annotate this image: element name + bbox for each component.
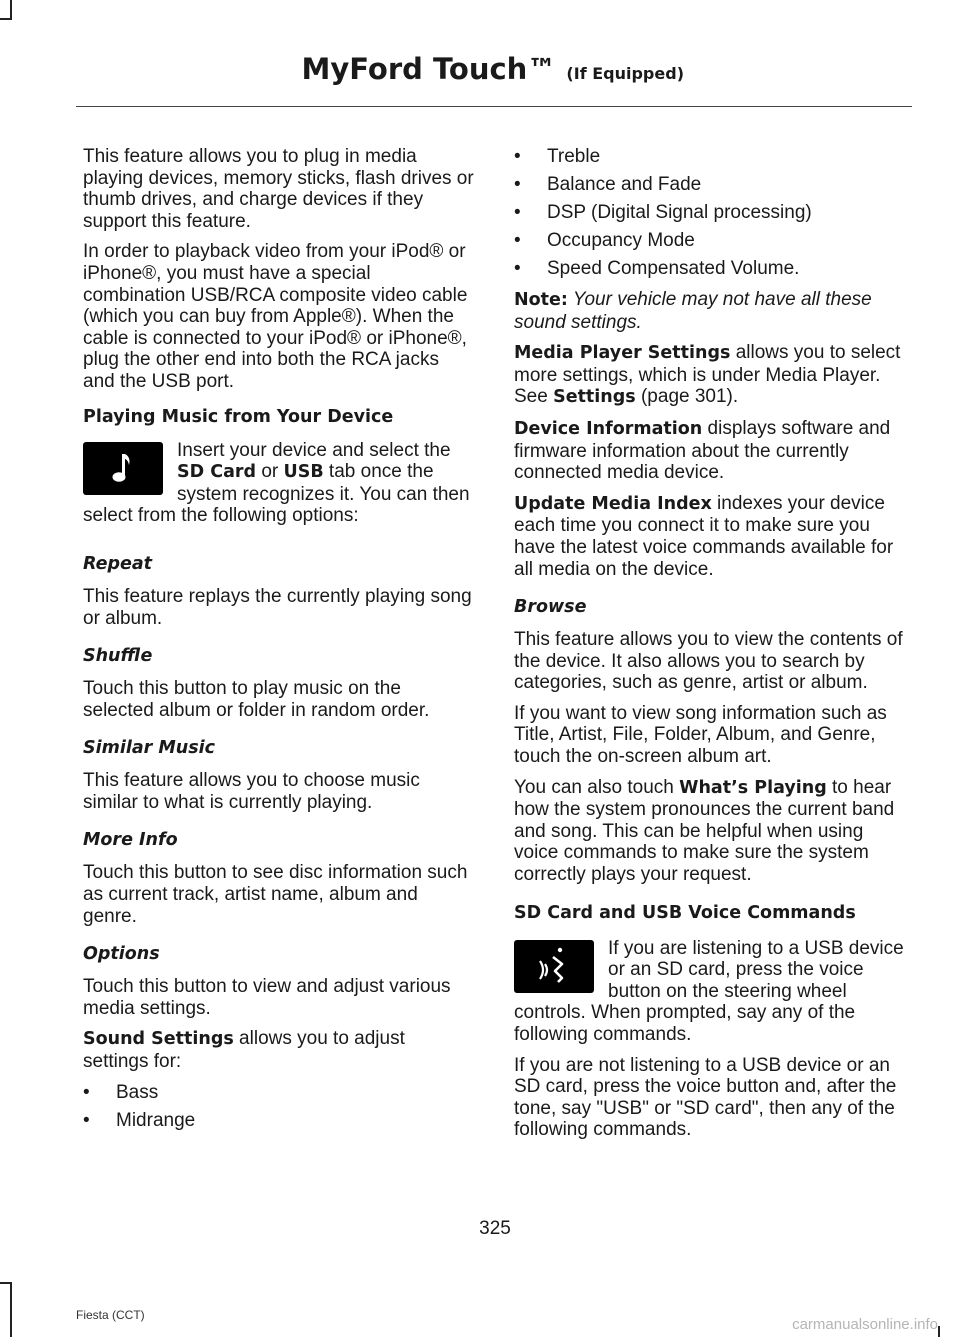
list-item: • Occupancy Mode: [514, 230, 908, 252]
list-item: • Bass: [83, 1082, 475, 1104]
similar-music-heading: Similar Music: [83, 738, 216, 759]
crop-mark-bottom-left-horizontal: [0, 1282, 12, 1284]
shuffle-heading: Shuffle: [83, 646, 153, 667]
sd-card-label: SD Card: [177, 462, 257, 483]
sound-settings-list-right: [514, 146, 908, 280]
sound-settings-list-left: [83, 1082, 475, 1132]
sound-settings-paragraph: Sound Settings allows you to adjust settings for:: [83, 1028, 405, 1073]
list-item: • DSP (Digital Signal processing): [514, 202, 908, 224]
crop-mark-bottom-left-vertical: [10, 1282, 12, 1337]
voice-paragraph-2: If you are not listening to a USB device or an SD card, press the voice button and, after the tone, say "USB" or "SD card", then any of the following commands.: [514, 1054, 897, 1141]
similar-music-paragraph: This feature allows you to choose music similar to what is currently playing.: [83, 770, 420, 813]
list-item: • Speed Compensated Volume.: [514, 258, 908, 280]
settings-link[interactable]: Settings: [553, 387, 636, 408]
crop-mark-top-horizontal: [0, 18, 12, 20]
right-column: [514, 146, 908, 1150]
shuffle-paragraph: Touch this button to play music on the selected album or folder in random order.: [83, 678, 430, 721]
list-item: • Balance and Fade: [514, 174, 908, 196]
note-paragraph: Note: Your vehicle may not have all these sound settings.: [514, 288, 872, 333]
list-item: • Treble: [514, 146, 908, 168]
usb-label: USB: [283, 462, 324, 483]
page-number: 325: [479, 1218, 511, 1239]
crop-mark-top-vertical: [10, 0, 12, 18]
music-note-icon: [83, 442, 163, 495]
intro-paragraph: This feature allows you to plug in media playing devices, memory sticks, flash drives or thumb drives, and charge devices if they support this feature.: [83, 146, 474, 232]
left-column: [83, 146, 475, 1140]
options-heading: Options: [83, 944, 160, 965]
list-item: • Midrange: [83, 1110, 475, 1132]
voice-paragraph-1: If you are listening to a USB device or an SD card, press the voice button on the steering wheel controls. When prompted, say any of the following commands.: [514, 937, 904, 1045]
voice-commands-heading: SD Card and USB Voice Commands: [514, 902, 856, 923]
media-player-settings-paragraph: Media Player Settings allows you to select more settings, which is under Media Player. See Settings (page 301).: [514, 342, 901, 408]
voice-command-icon: [514, 940, 594, 993]
header-divider: [76, 106, 912, 107]
page-header-title: MyFord Touch™ (If Equipped): [301, 52, 684, 86]
watermark: carmanualsonline.info: [792, 1316, 938, 1333]
whats-playing-paragraph: You can also touch What’s Playing to hear how the system pronounces the current band and song. This can be helpful when using voice commands to make sure the system correctly plays your request.: [514, 776, 895, 886]
footer-model: Fiesta (CCT): [76, 1308, 145, 1322]
playing-music-heading: Playing Music from Your Device: [83, 406, 394, 427]
more-info-heading: More Info: [83, 830, 178, 851]
video-paragraph: In order to playback video from your iPod® or iPhone®, you must have a special combination USB/RCA composite video cable (which you can buy from Apple®). When the cable is connected to your iPod® or iPhone®, plug the other end into both the RCA jacks and the USB port.: [83, 241, 468, 392]
options-paragraph: Touch this button to view and adjust various media settings.: [83, 976, 451, 1019]
crop-mark-bottom-right: [938, 1326, 940, 1337]
insert-device-paragraph: Insert your device and select the SD Card or USB tab once the system recognizes it. You can then select from the following options:: [83, 439, 470, 527]
more-info-paragraph: Touch this button to see disc information such as current track, artist name, album and genre.: [83, 862, 468, 927]
device-information-paragraph: Device Information displays software and firmware information about the currently connected media device.: [514, 417, 891, 484]
repeat-paragraph: This feature replays the currently playing song or album.: [83, 585, 472, 629]
browse-paragraph-1: This feature allows you to view the contents of the device. It also allows you to search by categories, such as genre, artist or album.: [514, 629, 903, 694]
repeat-heading: Repeat: [83, 553, 153, 574]
browse-heading: Browse: [514, 597, 587, 618]
update-media-index-paragraph: Update Media Index indexes your device each time you connect it to make sure you have the latest voice commands available for all media on the device.: [514, 492, 894, 580]
browse-paragraph-2: If you want to view song information such as Title, Artist, File, Folder, Album, and Genre, touch the on-screen album art.: [514, 702, 887, 768]
